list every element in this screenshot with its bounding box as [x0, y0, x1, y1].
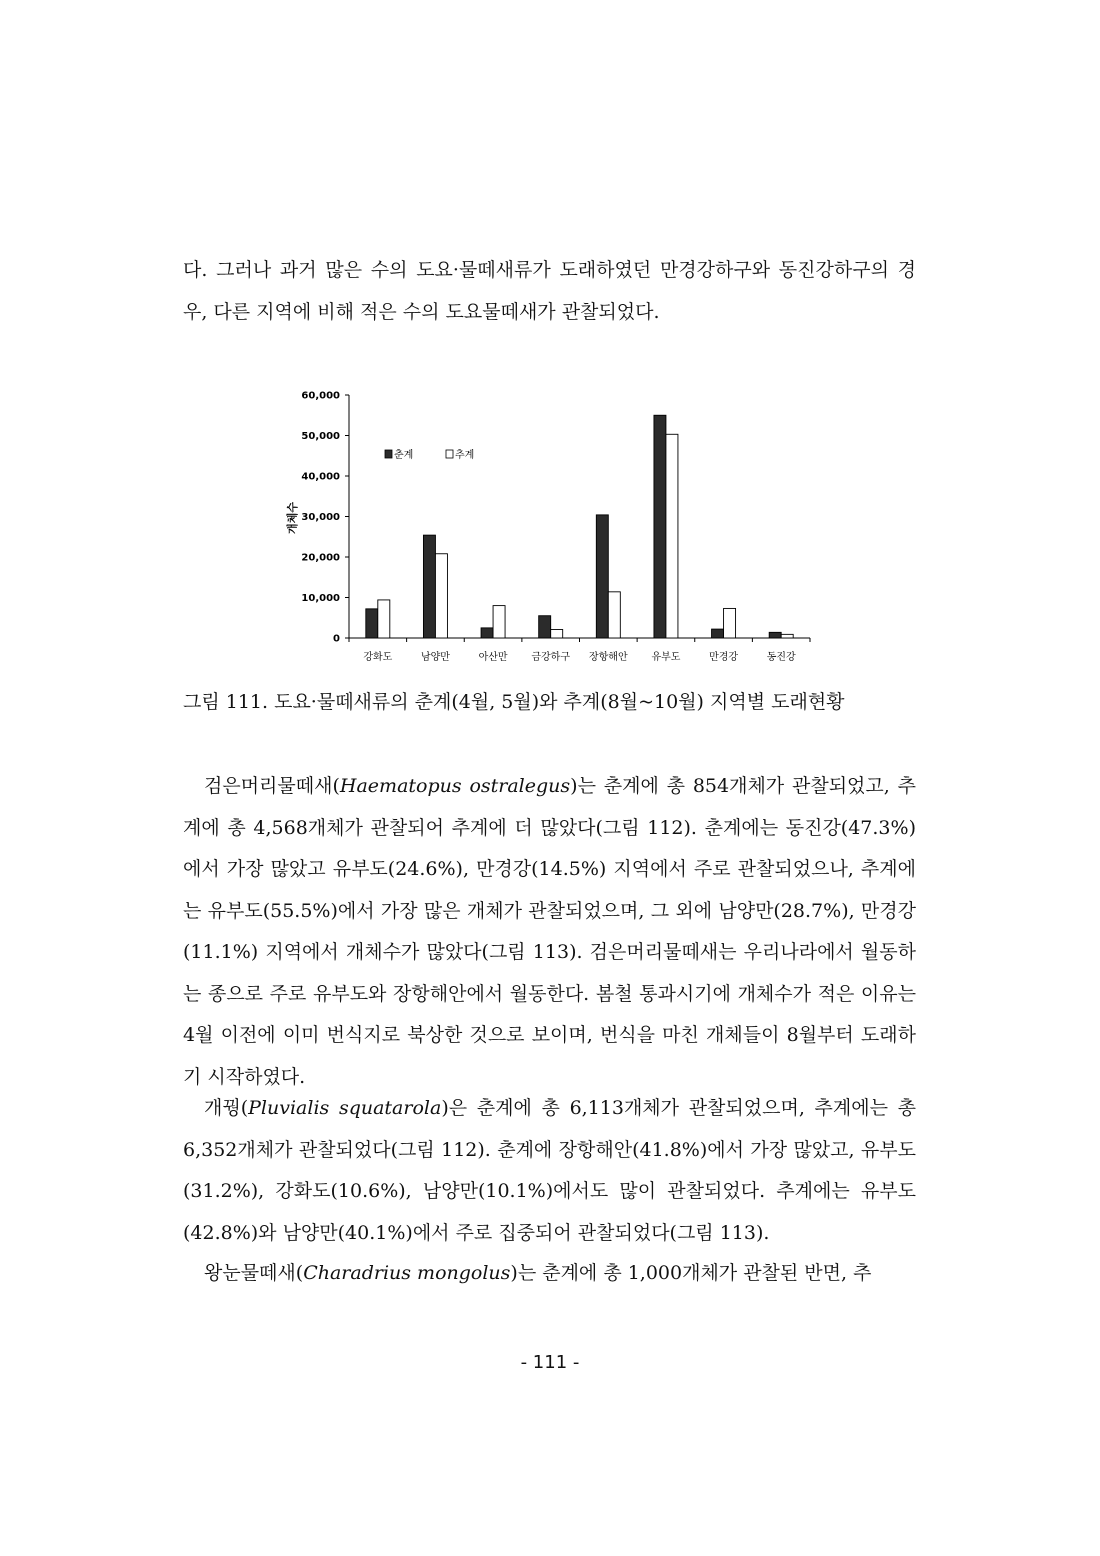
haematopus-latin-name: Haematopus ostralegus — [339, 775, 571, 797]
pluvialis-text-2: )은 춘계에 총 6,113개체가 관찰되었으며, 추계에는 총 6,352개체가 관찰되었다(그림 112). 춘계에 장항해안(41.8%)에서 가장 많았고, 유부도(31.2%), 강화도(10.6%), 남양만(10.1%)에서도 많이 관찰되었다. 추계에는 유부도(42.8%)와 남양만(40.1%)에서 주로 집중되어 관찰되었다(그림 113). — [183, 1097, 917, 1244]
legend-label-spring: 춘계 — [394, 450, 414, 461]
bar-autumn — [781, 634, 793, 638]
y-tick-label: 20,000 — [301, 552, 340, 564]
bar-spring — [366, 609, 378, 638]
x-tick-label: 장항해안 — [588, 652, 628, 663]
charadrius-latin-name: Charadrius mongolus — [303, 1262, 511, 1284]
bar-autumn — [435, 554, 447, 638]
pluvialis-latin-name: Pluvialis squatarola — [248, 1097, 442, 1119]
figure-caption-text: 그림 111. 도요·물떼새류의 춘계(4월, 5월)와 추계(8월~10월) 지역별 도래현황 — [183, 691, 845, 713]
bar-spring — [769, 632, 781, 638]
y-tick-label: 0 — [333, 633, 340, 645]
bar-autumn — [551, 629, 563, 638]
legend-swatch-autumn — [446, 450, 453, 458]
x-tick-label: 동진강 — [766, 652, 796, 663]
y-axis-ticks — [301, 391, 349, 645]
charadrius-text-2: )는 춘계에 총 1,000개체가 관찰된 반면, 추 — [510, 1262, 872, 1284]
y-axis-label: 개체수 — [286, 502, 299, 534]
page-number-text: - 111 - — [520, 1352, 580, 1373]
bar-autumn — [378, 600, 390, 638]
bar-spring — [423, 535, 435, 638]
page-number — [0, 1352, 1100, 1373]
x-tick-label: 유부도 — [651, 652, 681, 663]
x-axis-ticks — [349, 638, 810, 642]
charadrius-paragraph — [183, 1253, 916, 1295]
bar-autumn — [608, 592, 620, 638]
bar-spring — [596, 515, 608, 638]
x-tick-label: 아산만 — [478, 652, 508, 663]
bar-chart — [270, 380, 830, 680]
y-tick-label: 10,000 — [301, 593, 340, 604]
x-tick-label: 금강하구 — [531, 652, 571, 663]
bar-spring — [481, 628, 493, 638]
pluvialis-text-1: 개꿩( — [204, 1097, 249, 1119]
haematopus-text-1: 검은머리물떼새( — [204, 775, 340, 797]
x-tick-label: 만경강 — [709, 652, 739, 663]
x-tick-label: 강화도 — [363, 652, 393, 663]
charadrius-text-1: 왕눈물떼새( — [204, 1262, 304, 1284]
bar-spring — [712, 629, 724, 638]
pluvialis-paragraph — [183, 1088, 916, 1254]
bar-autumn — [493, 606, 505, 638]
bar-spring — [539, 616, 551, 638]
bar-autumn — [724, 608, 736, 638]
bar-spring — [654, 415, 666, 638]
intro-paragraph — [183, 250, 916, 333]
bars — [366, 415, 793, 638]
figure-caption — [183, 682, 916, 723]
haematopus-paragraph — [183, 766, 916, 1098]
y-tick-label: 50,000 — [301, 431, 340, 442]
intro-text: 다. 그러나 과거 많은 수의 도요·물떼새류가 도래하였던 만경강하구와 동진강하구의 경우, 다른 지역에 비해 적은 수의 도요물떼새가 관찰되었다. — [183, 259, 916, 323]
x-axis-labels — [363, 650, 796, 663]
bar-autumn — [666, 434, 678, 638]
y-tick-label: 60,000 — [301, 390, 340, 402]
haematopus-text-2: )는 춘계에 총 854개체가 관찰되었고, 추계에 총 4,568개체가 관찰되어 추계에 더 많았다(그림 112). 춘계에는 동진강(47.3%)에서 가장 많았고 유부도(24.6%), 만경강(14.5%) 지역에서 주로 관찰되었으나, 추계에는 유부도(55.5%)에서 가장 많은 개체가 관찰되었으며, 그 외에 남양만(28.7%), 만경강(11.1%) 지역에서 개체수가 많았다(그림 113). 검은머리물떼새는 우리나라에서 월동하는 종으로 주로 유부도와 장항해안에서 월동한다. 봄철 통과시기에 개체수가 적은 이유는 4월 이전에 이미 번식지로 북상한 것으로 보이며, 번식을 마친 개체들이 8월부터 도래하기 시작하였다. — [183, 775, 916, 1088]
x-tick-label: 남양만 — [420, 652, 450, 663]
chart-legend — [385, 448, 474, 461]
legend-label-autumn: 추계 — [455, 450, 475, 461]
y-tick-label: 30,000 — [301, 512, 340, 523]
legend-swatch-spring — [385, 450, 392, 458]
y-tick-label: 40,000 — [301, 471, 340, 483]
